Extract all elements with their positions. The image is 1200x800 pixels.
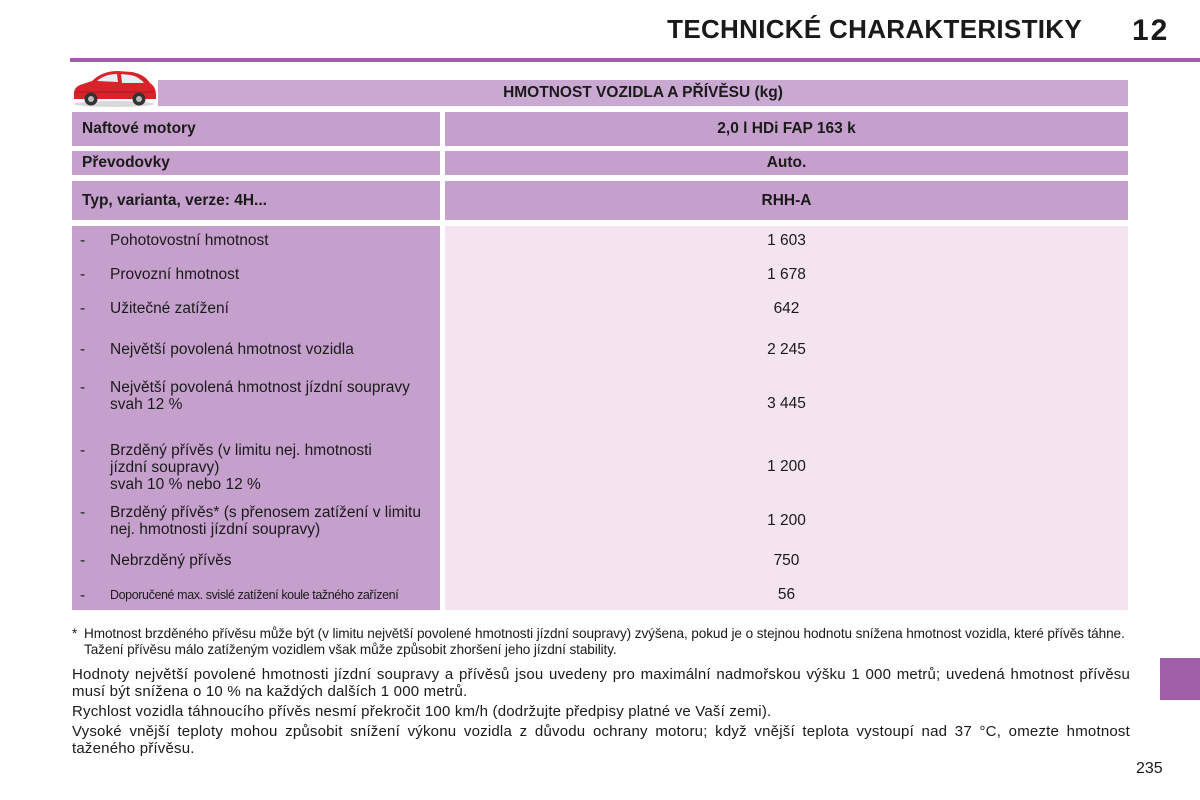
row-bullet: - [80, 379, 86, 396]
row-value: 1 603 [767, 232, 806, 249]
table-title: HMOTNOST VOZIDLA A PŘÍVĚSU (kg) [158, 80, 1128, 106]
row-value: 3 445 [767, 395, 806, 412]
row-label: Brzděný přívěs (v limitu nej. hmotnosti jízdní soupravy) svah 10 % nebo 12 % [110, 442, 372, 493]
row-value: 56 [777, 586, 796, 603]
row-value: 2 245 [767, 341, 806, 358]
spec-value-type: RHH-A [445, 181, 1128, 220]
table-row [80, 232, 435, 249]
page-number: 235 [1136, 760, 1163, 777]
header-divider [70, 58, 1200, 62]
table-row [80, 266, 435, 283]
row-value: 750 [773, 552, 800, 569]
paragraph-temperature: Vysoké vnější teploty mohou způsobit snížení výkonu vozidla z důvodu ochrany motoru; když vnější teplota vystoupí nad 37 °C, omezte hmotnost taženého přívěsu. [72, 723, 1130, 757]
row-label: Doporučené max. svislé zatížení koule tažného zařízení [110, 588, 399, 602]
table-row [80, 552, 435, 569]
footnote [72, 626, 1130, 658]
row-bullet: - [80, 552, 86, 569]
car-icon [70, 66, 158, 108]
row-bullet: - [80, 587, 86, 604]
page-title: TECHNICKÉ CHARAKTERISTIKY [667, 14, 1082, 44]
chapter-number: 12 [1132, 14, 1170, 47]
row-value: 642 [773, 300, 800, 317]
spec-label-engine: Naftové motory [72, 112, 440, 146]
spec-value-engine: 2,0 l HDi FAP 163 k [445, 112, 1128, 146]
row-bullet: - [80, 442, 86, 459]
row-label: Největší povolená hmotnost jízdní soupravy svah 12 % [110, 379, 410, 413]
row-bullet: - [80, 341, 86, 358]
row-value: 1 200 [767, 458, 806, 475]
table-row [80, 379, 435, 413]
row-label: Nebrzděný přívěs [110, 552, 232, 569]
table-row [80, 442, 435, 493]
row-value: 1 678 [767, 266, 806, 283]
chapter-tab-marker [1160, 658, 1200, 700]
table-row [80, 587, 435, 604]
row-label: Pohotovostní hmotnost [110, 232, 269, 249]
row-bullet: - [80, 300, 86, 317]
spec-label-gearbox: Převodovky [72, 151, 440, 175]
row-label: Provozní hmotnost [110, 266, 240, 283]
footnote-marker: * [72, 626, 78, 641]
spec-label-type: Typ, varianta, verze: 4H... [72, 181, 440, 220]
row-label: Užitečné zatížení [110, 300, 229, 317]
row-label: Největší povolená hmotnost vozidla [110, 341, 354, 358]
spec-value-gearbox: Auto. [445, 151, 1128, 175]
footnote-text: Hmotnost brzděného přívěsu může být (v limitu největší povolené hmotnosti jízdní soupravy) zvýšena, pokud je o stejnou hodnotu snížena hmotnost vozidla, které přívěs táhne. Tažení přívěsu málo zatíženým vozidlem však může způsobit zhoršení jeho jízdní stability. [84, 626, 1125, 657]
row-value: 1 200 [767, 512, 806, 529]
table-row [80, 341, 435, 358]
row-bullet: - [80, 232, 86, 249]
paragraph-speed: Rychlost vozidla táhnoucího přívěs nesmí překročit 100 km/h (dodržujte předpisy platné ve Vaší zemi). [72, 703, 772, 720]
table-row [80, 504, 435, 538]
row-label: Brzděný přívěs* (s přenosem zatížení v limitu nej. hmotnosti jízdní soupravy) [110, 504, 421, 538]
row-bullet: - [80, 504, 86, 521]
paragraph-altitude: Hodnoty největší povolené hmotnosti jízdní soupravy a přívěsů jsou uvedeny pro maximální nadmořskou výšku 1 000 metrů; uvedená hmotnost přívěsu musí být snížena o 10 % na každých dalších 1 000 metrů. [72, 666, 1130, 700]
table-row [80, 300, 435, 317]
row-bullet: - [80, 266, 86, 283]
